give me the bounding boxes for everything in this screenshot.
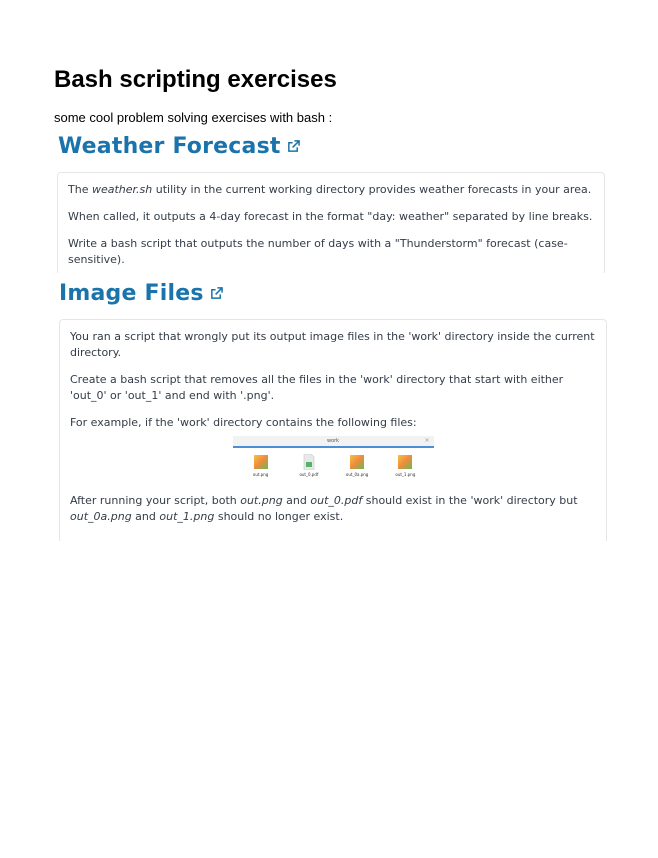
image-paragraph-2: Create a bash script that removes all the files in the 'work' directory that start with either 'out_0' or 'out_1' and end with '.png'. [70,373,564,402]
weather-forecast-title[interactable]: Weather Forecast [58,134,281,159]
image-file-icon [398,454,412,470]
weather-paragraph-1: The weather.sh utility in the current working directory provides weather forecasts in your area. [68,183,592,196]
window-title: work [326,438,340,444]
file-name: out.png [252,472,269,477]
image-files-heading[interactable] [59,281,223,306]
weather-forecast-heading[interactable] [58,134,300,159]
file-name: out_0a.png [345,472,369,477]
pdf-file-icon [302,454,316,470]
image-paragraph-3: For example, if the 'work' directory contains the following files: [70,416,417,429]
image-paragraph-1: You ran a script that wrongly put its output image files in the 'work' directory inside the current directory. [70,330,595,359]
weather-script-name: weather.sh [91,183,153,196]
file-item [385,454,425,478]
page-subtitle: some cool problem solving exercises with bash : [54,110,333,125]
file-item [337,454,377,478]
removed-file-1: out_0a.png [70,510,132,523]
image-files-title[interactable]: Image Files [59,281,204,306]
page-title: Bash scripting exercises [54,66,337,93]
kept-file-1: out.png [240,494,283,507]
external-link-icon[interactable] [287,140,300,153]
image-file-icon [254,454,268,470]
external-link-icon[interactable] [210,287,223,300]
weather-forecast-card [57,172,605,273]
work-directory-screenshot [233,436,434,480]
image-paragraph-closing: After running your script, both out.png and out_0.pdf should exist in the 'work' directory but out_0a.png and out_1.png should no longer exist. [70,494,578,523]
removed-file-2: out_1.png [159,510,215,523]
image-files-card [59,319,607,541]
close-icon: × [424,437,430,444]
file-item [241,454,281,478]
file-name: out_1.png [395,472,416,477]
weather-paragraph-2: When called, it outputs a 4-day forecast in the format "day: weather" separated by line breaks. [68,210,593,223]
image-file-icon [350,454,364,470]
file-list [233,448,434,478]
file-name: out_0.pdf [299,472,319,477]
weather-paragraph-3: Write a bash script that outputs the number of days with a "Thunderstorm" forecast (case-sensitive). [68,237,568,266]
kept-file-2: out_0.pdf [310,494,363,507]
file-item [289,454,329,478]
window-titlebar [233,436,434,448]
